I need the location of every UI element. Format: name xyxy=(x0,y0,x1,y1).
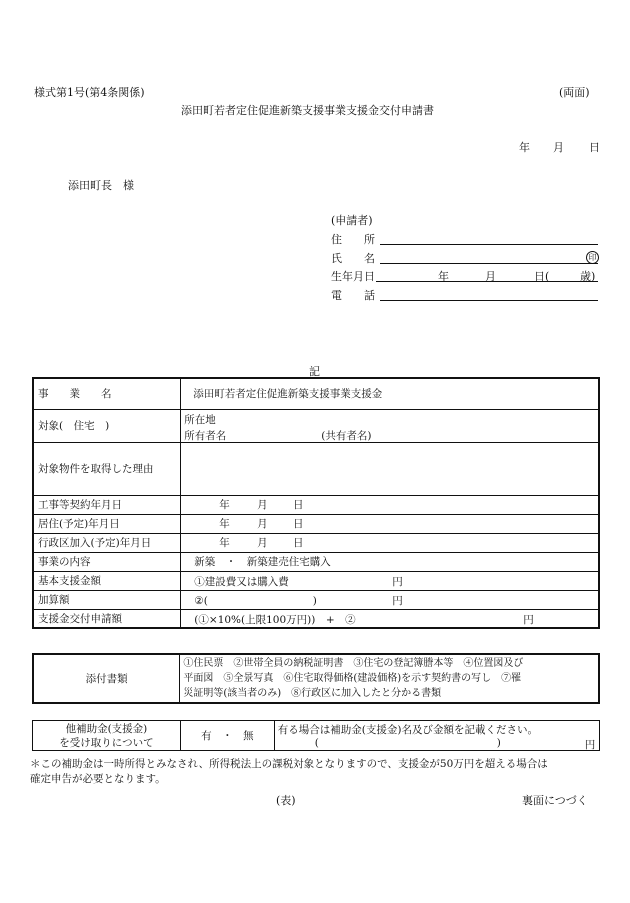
phone-label: 電 話 xyxy=(331,289,375,302)
table-row xyxy=(33,571,599,590)
addressee: 添田町長 様 xyxy=(68,179,134,192)
table-row xyxy=(33,552,599,571)
month-label: 月 xyxy=(257,518,268,530)
contract-date-label: 工事等契約年月日 xyxy=(33,495,181,514)
apply-amount-label: 支援金交付申請額 xyxy=(33,609,181,628)
other-subsidy-table xyxy=(32,720,600,751)
add-amount-unit: 円 xyxy=(392,594,403,607)
side-marker: (両面) xyxy=(559,86,590,99)
date-year-label[interactable]: 年 xyxy=(519,141,530,154)
other-subsidy-paren-close: ) xyxy=(496,737,501,749)
other-subsidy-label-line: 他補助金(支援金) xyxy=(65,722,148,735)
table-row xyxy=(33,654,599,703)
attachments-line: 平面図 ⑤全景写真 ⑥住宅取得価格(建設価格)を示す契約書の写し ⑦罹 xyxy=(183,673,522,684)
table-row xyxy=(33,442,599,495)
owner-label: 所有者名 xyxy=(184,429,227,442)
table-row xyxy=(33,721,600,751)
apply-amount-unit: 円 xyxy=(523,613,534,626)
day-label: 日 xyxy=(292,537,304,549)
phone-field[interactable] xyxy=(380,300,598,301)
residence-date-label: 居住(予定)年月日 xyxy=(33,514,181,533)
other-subsidy-detail[interactable] xyxy=(274,721,599,751)
base-amount-field[interactable] xyxy=(181,571,599,590)
main-table xyxy=(32,377,600,629)
apply-amount-value: (①×10%(上限100万円)) + ② xyxy=(194,613,356,626)
address-field[interactable] xyxy=(380,244,598,245)
project-name-label: 事 業 名 xyxy=(33,378,181,409)
name-field[interactable] xyxy=(380,263,598,264)
day-label: 日 xyxy=(292,499,304,511)
continue-label: 裏面につづく xyxy=(522,794,588,807)
attachments-label: 添付書類 xyxy=(33,654,180,703)
footnote-line: 確定申告が必要となります。 xyxy=(30,773,166,785)
ki-label: 記 xyxy=(309,365,320,378)
table-row xyxy=(33,590,599,609)
residence-date-field[interactable] xyxy=(181,514,599,533)
base-amount-label: 基本支援金額 xyxy=(33,571,181,590)
month-label: 月 xyxy=(257,499,268,511)
contract-date-field[interactable] xyxy=(181,495,599,514)
attachments-line: 災証明等(該当者のみ) ⑧行政区に加入したと分かる書類 xyxy=(183,688,442,699)
content-value[interactable]: 新築 ・ 新築建売住宅購入 xyxy=(181,552,599,571)
attachments-table xyxy=(32,653,600,704)
table-row xyxy=(33,514,599,533)
other-subsidy-choice[interactable]: 有 ・ 無 xyxy=(180,721,274,751)
month-label: 月 xyxy=(257,537,268,549)
date-month-label[interactable]: 月 xyxy=(553,141,564,154)
project-name-value: 添田町若者定住促進新築支援事業支援金 xyxy=(181,378,599,409)
birth-day-label: 日( xyxy=(534,270,550,283)
district-date-label: 行政区加入(予定)年月日 xyxy=(33,533,181,552)
other-subsidy-unit: 円 xyxy=(584,739,596,751)
table-row xyxy=(33,609,599,628)
form-number: 様式第1号(第4条関係) xyxy=(34,86,145,99)
reason-label: 対象物件を取得した理由 xyxy=(33,442,181,495)
birth-year-label: 年 xyxy=(438,270,449,283)
other-subsidy-label-line: を受け取りについて xyxy=(59,736,154,749)
base-amount-value: ①建設費又は購入費 xyxy=(194,575,289,588)
year-label: 年 xyxy=(219,518,230,530)
co-owner-label: (共有者名) xyxy=(321,429,372,442)
form-title: 添田町若者定住促進新築支援事業支援金交付申請書 xyxy=(181,104,434,117)
footnote-line: ＊この補助金は一時所得とみなされ、所得税法上の課税対象となりますので、支援金が50万円を超える場合は xyxy=(30,758,548,770)
content-label: 事業の内容 xyxy=(33,552,181,571)
district-date-field[interactable] xyxy=(181,533,599,552)
age-unit: 歳) xyxy=(580,270,596,283)
day-label: 日 xyxy=(292,518,304,530)
reason-field[interactable] xyxy=(181,442,599,495)
other-subsidy-label xyxy=(33,721,181,751)
add-amount-label: 加算額 xyxy=(33,590,181,609)
year-label: 年 xyxy=(219,499,230,511)
apply-amount-field[interactable] xyxy=(181,609,599,628)
add-amount-field[interactable] xyxy=(181,590,599,609)
birth-month-label: 月 xyxy=(485,270,496,283)
seal-mark xyxy=(586,250,599,264)
birthdate-label: 生年月日 xyxy=(331,270,375,283)
attachments-line: ①住民票 ②世帯全員の納税証明書 ③住宅の登記簿謄本等 ④位置図及び xyxy=(183,658,524,669)
page-label: (表) xyxy=(276,794,296,807)
target-cell[interactable] xyxy=(181,409,599,442)
applicant-heading: (申請者) xyxy=(331,214,373,227)
add-amount-value: ②( ) xyxy=(194,594,317,607)
name-label: 氏 名 xyxy=(331,252,375,265)
table-row xyxy=(33,495,599,514)
table-row xyxy=(33,409,599,442)
target-label: 対象( 住宅 ) xyxy=(33,409,181,442)
table-row xyxy=(33,378,599,409)
attachments-list xyxy=(180,654,599,703)
year-label: 年 xyxy=(219,537,230,549)
date-day-label[interactable]: 日 xyxy=(589,141,600,154)
address-label: 住 所 xyxy=(331,233,375,246)
seal-icon: 印 xyxy=(586,251,599,264)
other-subsidy-note: 有る場合は補助金(支援金)名及び金額を記載ください。 xyxy=(277,724,538,736)
other-subsidy-paren-open: ( xyxy=(314,737,319,749)
base-amount-unit: 円 xyxy=(392,575,403,588)
location-label: 所在地 xyxy=(184,413,216,426)
table-row xyxy=(33,533,599,552)
